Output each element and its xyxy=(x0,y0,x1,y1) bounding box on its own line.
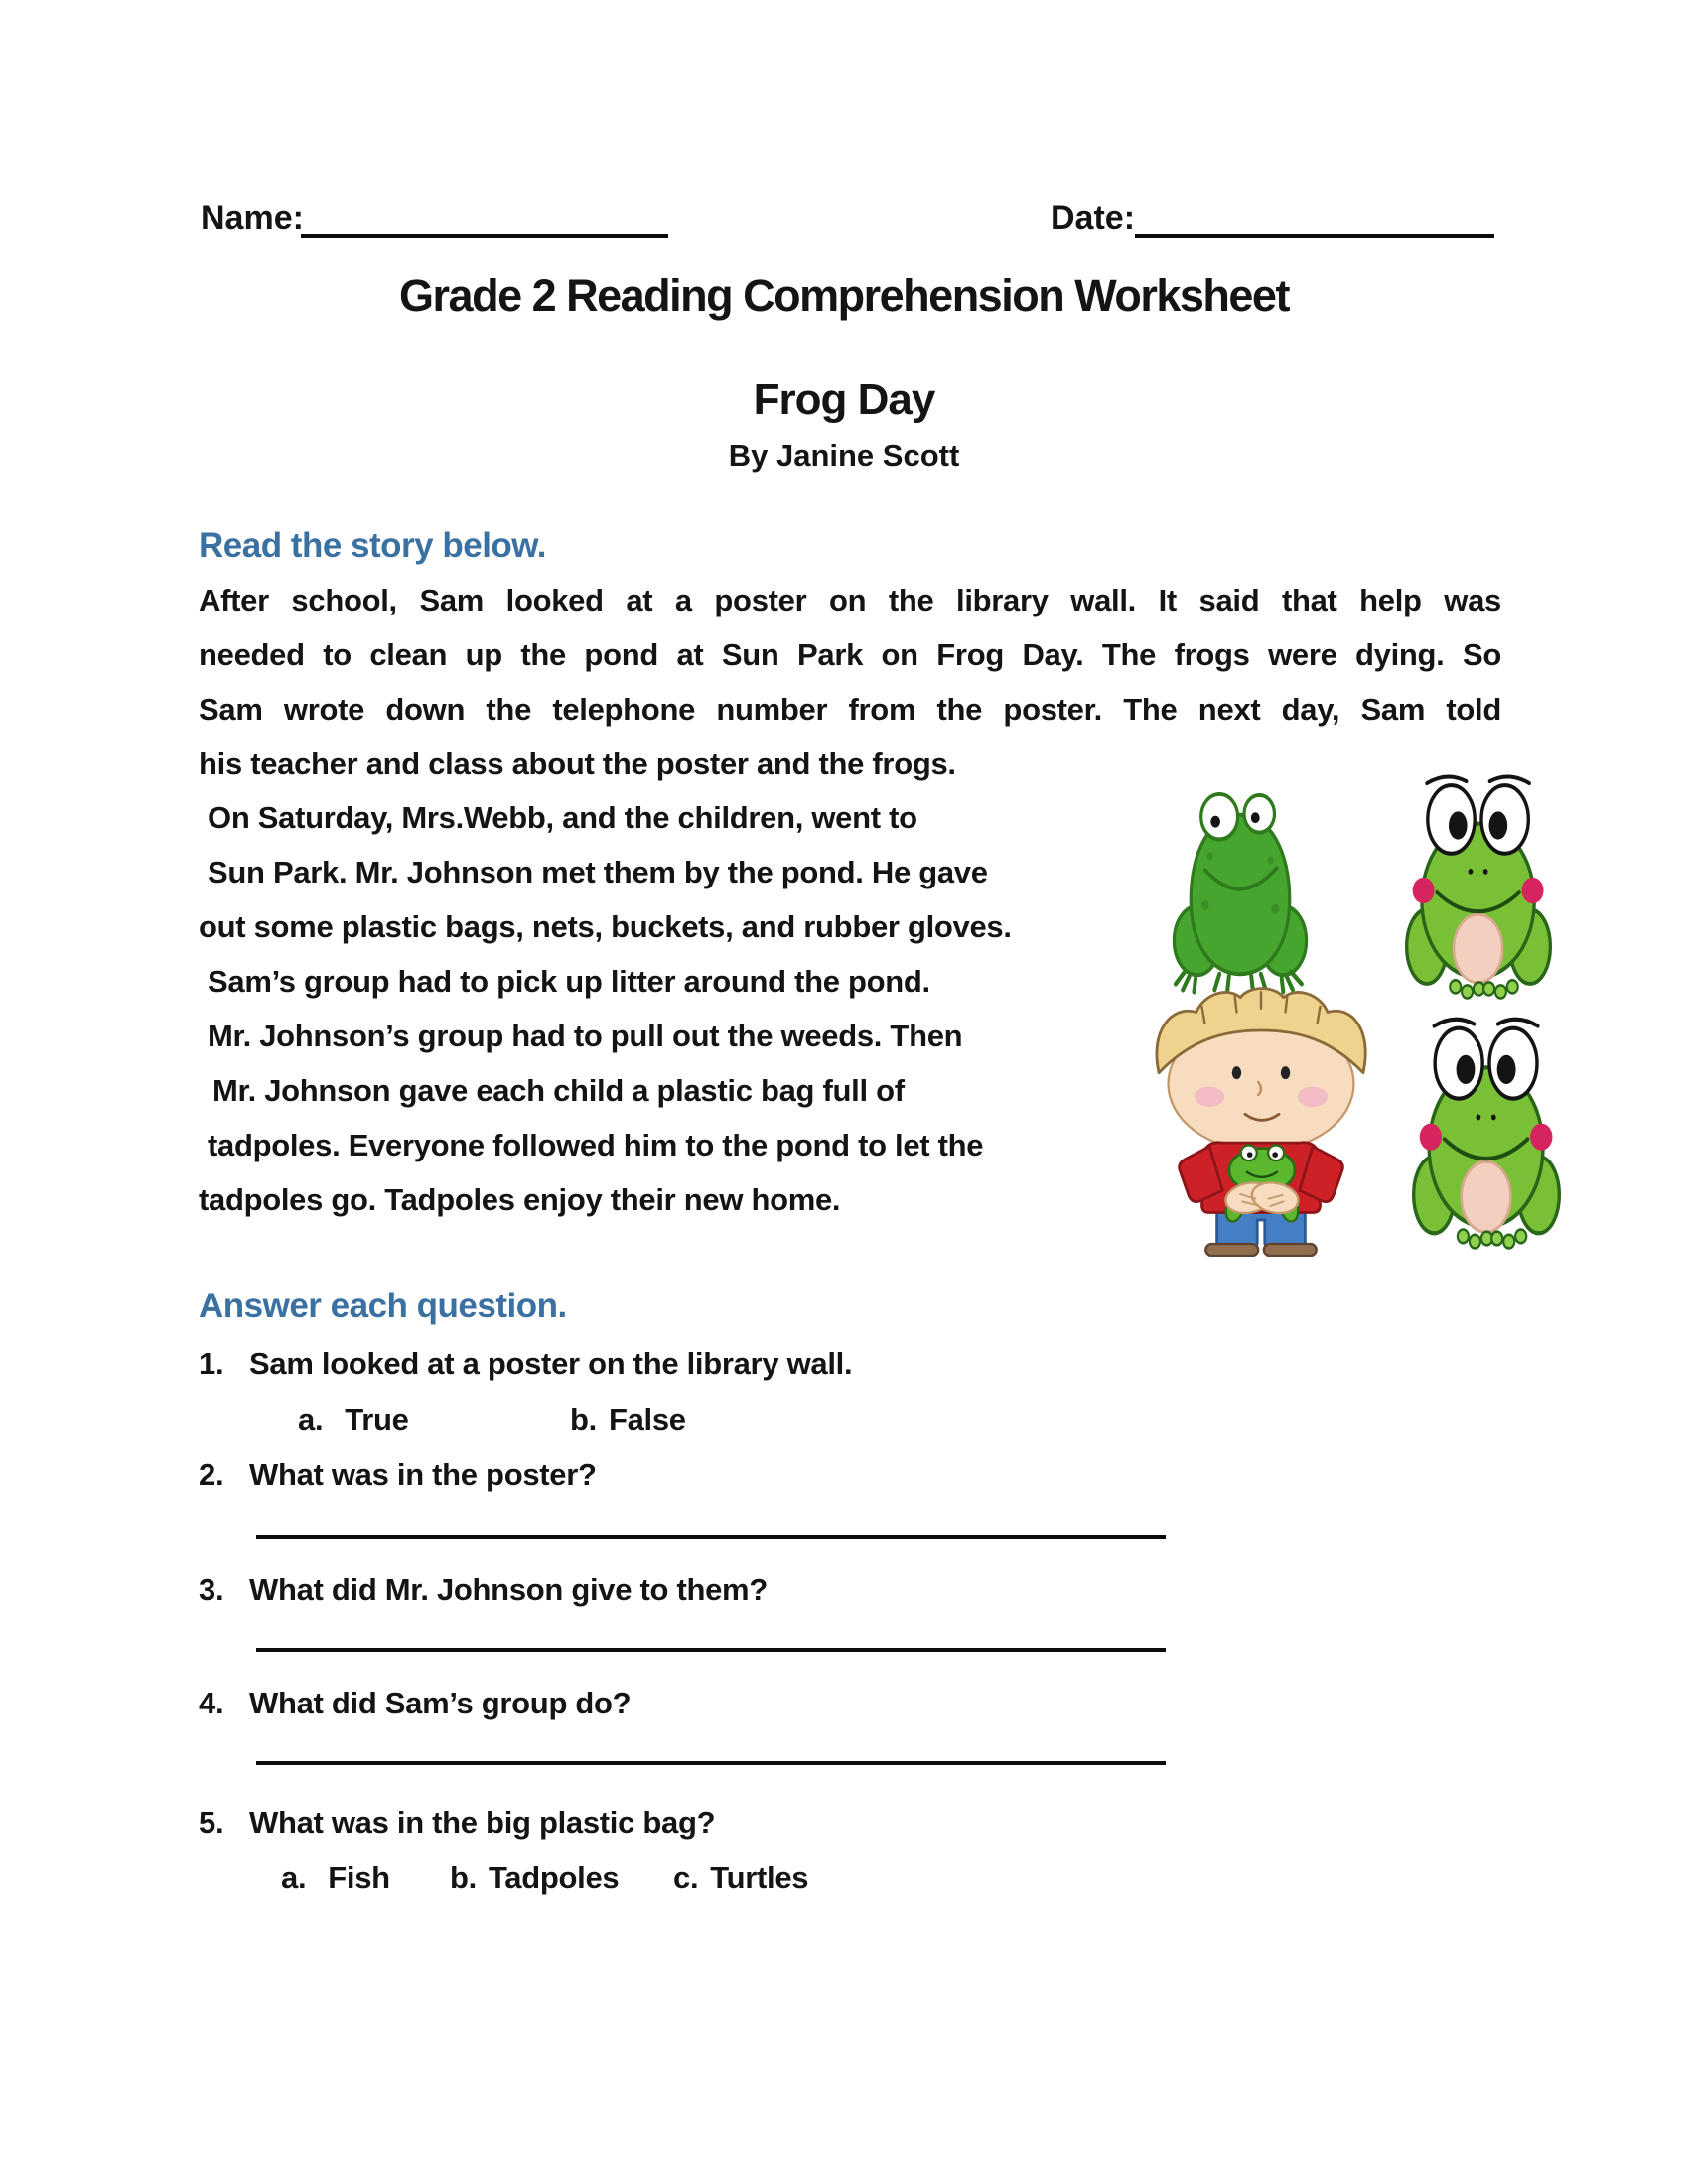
story-illustrations xyxy=(1142,769,1584,1266)
answer-blank-q3[interactable] xyxy=(256,1648,1166,1652)
story-paragraph xyxy=(199,573,1501,791)
story-line: Sam’s group had to pick up litter around the pond. xyxy=(208,964,930,999)
answer-questions-heading: Answer each question. xyxy=(199,1287,567,1325)
story-line: needed to clean up the pond at Sun Park on Frog Day. The frogs were dying. So xyxy=(199,637,1501,672)
story-line: tadpoles go. Tadpoles enjoy their new home. xyxy=(199,1182,841,1217)
question-text: What did Sam’s group do? xyxy=(249,1686,632,1720)
question-3 xyxy=(199,1563,1501,1617)
story-byline: By Janine Scott xyxy=(728,438,960,473)
question-4 xyxy=(199,1676,1501,1730)
story-paragraph-wrapped xyxy=(199,790,1152,1227)
question-number: 1. xyxy=(199,1346,224,1381)
story-line: Mr. Johnson’s group had to pull out the weeds. Then xyxy=(208,1019,963,1053)
name-blank-line[interactable] xyxy=(301,234,668,238)
option-b-tadpoles[interactable]: b. Tadpoles xyxy=(450,1860,620,1895)
question-number: 5. xyxy=(199,1805,224,1840)
story-line: Sun Park. Mr. Johnson met them by the pond. He gave xyxy=(208,855,988,889)
option-c-turtles[interactable]: c. Turtles xyxy=(673,1860,809,1895)
story-line: On Saturday, Mrs.Webb, and the children, went to xyxy=(208,800,917,835)
big-eyed-frog-illustration xyxy=(1405,770,1552,1001)
story-line: tadpoles. Everyone followed him to the pond to let the xyxy=(208,1128,984,1162)
option-b-false[interactable]: b. False xyxy=(570,1402,686,1436)
green-frog-illustration xyxy=(1172,787,1309,996)
question-5 xyxy=(199,1795,1501,1849)
question-2 xyxy=(199,1447,1501,1502)
question-text: What did Mr. Johnson give to them? xyxy=(249,1572,768,1607)
option-a-fish[interactable]: a. Fish xyxy=(281,1860,390,1895)
question-number: 3. xyxy=(199,1572,224,1607)
date-blank-line[interactable] xyxy=(1135,234,1494,238)
question-1-options xyxy=(199,1392,1501,1446)
question-number: 4. xyxy=(199,1686,224,1720)
story-line: After school, Sam looked at a poster on the library wall. It said that help was xyxy=(199,583,1501,617)
question-text: What was in the poster? xyxy=(249,1457,597,1492)
option-a-true[interactable]: a. True xyxy=(298,1402,409,1436)
story-title: Frog Day xyxy=(753,375,935,424)
question-number: 2. xyxy=(199,1457,224,1492)
question-1 xyxy=(199,1336,1501,1391)
story-line: his teacher and class about the poster and the frogs. xyxy=(199,747,956,781)
story-line: Sam wrote down the telephone number from the poster. The next day, Sam told xyxy=(199,692,1501,727)
question-text: What was in the big plastic bag? xyxy=(249,1805,716,1840)
answer-blank-q4[interactable] xyxy=(256,1761,1166,1765)
answer-blank-q2[interactable] xyxy=(256,1535,1166,1539)
question-text: Sam looked at a poster on the library wall. xyxy=(249,1346,853,1381)
name-label: Name: xyxy=(201,200,304,237)
boy-holding-frog-illustration xyxy=(1144,981,1378,1257)
date-label: Date: xyxy=(1051,200,1136,237)
question-5-options xyxy=(199,1850,1501,1905)
worksheet-title: Grade 2 Reading Comprehension Worksheet xyxy=(399,270,1289,321)
big-eyed-frog-illustration xyxy=(1412,1013,1561,1251)
story-line: Mr. Johnson gave each child a plastic bag full of xyxy=(212,1073,905,1108)
story-line: out some plastic bags, nets, buckets, and rubber gloves. xyxy=(199,909,1012,944)
read-story-heading: Read the story below. xyxy=(199,526,546,565)
